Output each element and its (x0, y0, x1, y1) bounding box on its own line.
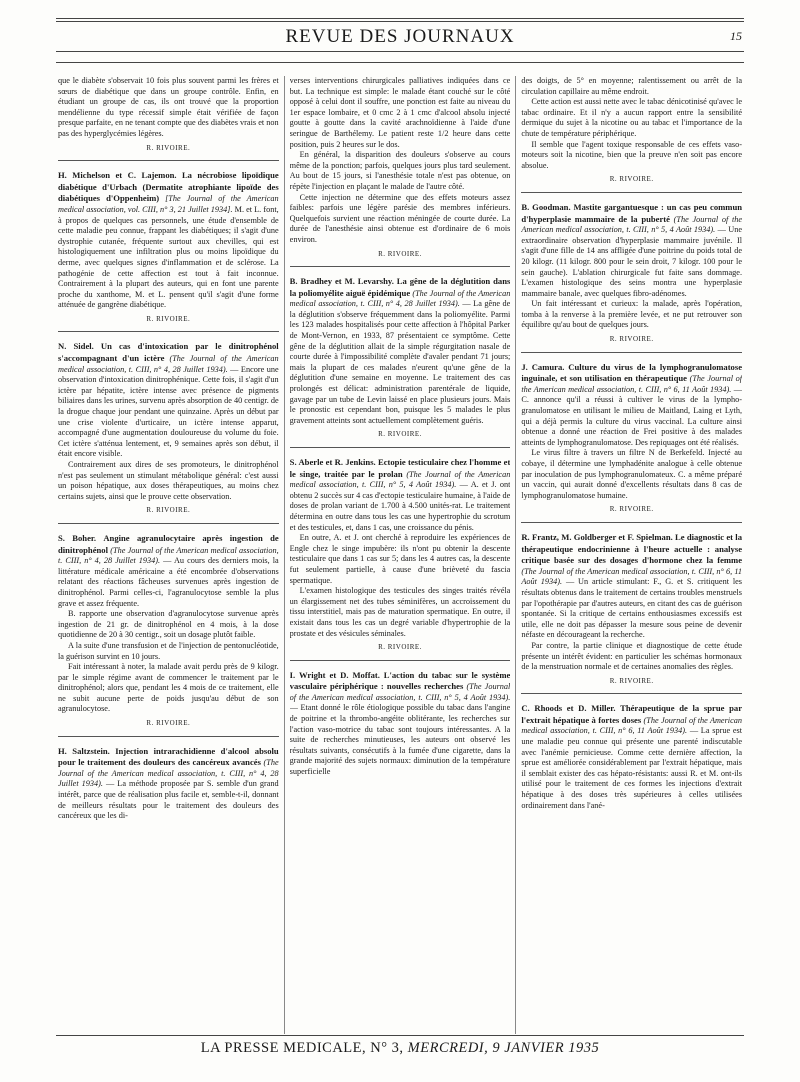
article-head (58, 341, 279, 460)
article-signature: R. RIVOIRE. (609, 335, 654, 344)
article-head (58, 170, 279, 311)
article-citation: (The Journal of the American medical association, t. CIII, n° 5, 4 Août 1934). (289, 682, 511, 702)
article-separator (521, 352, 742, 353)
top-rule (56, 18, 744, 19)
column-3 (521, 76, 742, 1034)
article (290, 76, 511, 267)
page-footer (56, 1040, 744, 1060)
column-divider (284, 76, 285, 1034)
article-paragraph: A la suite d'une transfusion et de l'injection de pentonucléotide, la guérison survint en 10 jours. (58, 640, 279, 661)
article-citation: (The Journal of the American medical association, t. CIII, n° 4, 28 Juillet 1934). (58, 758, 279, 789)
article-body-lead: — La sprue est une maladie peu connue qui présente une parenté indiscutable avec l'anémie pernicieuse. Comme cette dernière affection, la sprue est améliorée considérablement par l'extrait hépatique, mais il semblait exister des cas hépato-résistants: aussi R. et M. ont-ils utilisé pour le traitement de ces formes les injections d'extrait hépatique à des doses très supérieures à celles utilisées ordinairement dans l'ané- (521, 726, 742, 810)
article (521, 532, 742, 694)
article (58, 533, 279, 737)
article-signature: R. RIVOIRE. (378, 430, 422, 439)
article-head (290, 457, 511, 533)
top-rule-double (56, 21, 744, 22)
article-body-lead: — Encore une observation d'intoxication dinitrophénique. Cette fois, il s'agit d'un ictère par hépatite, ictère intense avec présence de pigments biliaires dans les urines, survenu après absorption de 40 centigr. de la drogue chaque jour pendant une quinzaine. Après un début par une crise violente d'urticaire, un ictère intense apparut, accompagné d'une augmentation douloureuse du volume du foie. Cet ictère s'atténua lentement, et, 9 semaines après son début, il était encore visible. (58, 364, 279, 459)
article-head (58, 746, 279, 822)
article (521, 76, 742, 193)
article-citation: (The Journal of the American medical association, t. CIII, n° 6, 11 Août 1934). (521, 715, 742, 736)
article-body-lead: — A. et J. ont obtenu 2 succès sur 4 cas d'ectopie testiculaire humaine, à l'aide de doses de prolan variant de 1.700 à 4.500 unités-rat. Le traitement détermina en outre dans tous les cas une hypertrophie du scrotum et des testicules, et, dans 1 cas, une croissance du pénis. (289, 480, 511, 532)
article-authors: H. Saltzstein. (58, 745, 110, 756)
article-authors: J. Camura. (521, 361, 565, 372)
article-authors: S. Boher. (58, 532, 97, 543)
article (290, 670, 511, 778)
article-paragraph: Fait intéressant à noter, la malade avait perdu près de 9 kilogr. par le simple régime avant de commencer le traitement par le dinitrophénol; alors que, pendant les 4 mois de ce traitement, elle ne subit aucune perte de poids jusqu'au début de son agranulocytose. (58, 662, 279, 714)
article-paragraph: Par contre, la partie clinique et diagnostique de cette étude présente un intérêt évident: en particulier les schémas hormonaux de la menstruation normale et de certaines anomalies des règles. (521, 640, 742, 672)
article-citation: (The Journal of the American medical association, t. CIII, n° 6, 11 Août 1934). (521, 566, 742, 587)
article-paragraph: Cette action est aussi nette avec le tabac dénicotinisé qu'avec le tabac ordinaire. Et il n'y a aucun rapport entre la sensibilité dermique du sujet à la nicotine ou au tabac et l'importance de la chute de température périphérique. (521, 97, 742, 138)
article-signature: R. RIVOIRE. (609, 175, 654, 184)
article-paragraph: Il semble que l'agent toxique responsable de ces effets vaso-moteurs soit la nicotine, bien que la preuve n'en soit pas encore absolue. (521, 139, 742, 170)
article-head (290, 670, 511, 778)
article-headline: Culture du virus de la lymphogranulomatose inguinale, et son utilisation en thérapeutique (521, 361, 742, 384)
footer-date: MERCREDI, 9 JANVIER 1935 (407, 1040, 600, 1056)
article-separator (521, 522, 742, 523)
footer-issue: N° 3, (370, 1040, 404, 1056)
article (58, 170, 279, 332)
article-paragraph: Le virus filtre à travers un filtre N de Berkefeld. Injecté au cobaye, il détermine une lymphadénite analogue à celle obtenue par inoculation de pus lymphogranulomateux. C. a même préparé un vaccin, qui aurait donné d'excellents résultats dans 8 cas de lymphogranulomatose humaine. (521, 448, 742, 500)
article (58, 341, 279, 524)
article-body-lead: — La gêne de la déglutition s'observe fréquemment dans la poliomyélite. Parmi les 123 malades hospitalisés pour cette affection à l'hôpital Parker de Mont-Vernon, en 1933, 87 présentaient ce symptôme. Cette gêne de la déglutition allait de la simple régurgitation nasale de courte durée à l'impossibilité complète d'avaler pendant 71 jours; mais la plupart de ces malades n'eurent qu'une gêne de la déglutition d'une semaine en moyenne. Le traitement des cas prolongés est délicat: administration parentérale de liquide, gavage par un tube de Levin laissé en place plusieurs jours. Mais le pronostic est cependant bon, puisque les 5 malades le plus gravement atteints sont actuellement complètement guéris. (289, 299, 511, 425)
article (521, 703, 742, 811)
article-head (521, 532, 742, 641)
article-body-lead: — La méthode proposée par S. semble d'un grand intérêt, parce que de réalisation plus facile et, semble-t-il, donnant de meilleurs résultats pour le traitement des douleurs des cancéreux que les di- (58, 779, 279, 821)
column-1 (58, 76, 279, 1034)
article-citation: (The Journal of the American medical association, t. CIII, n° 4, 28 Juillet 1934). (289, 288, 511, 309)
article-body-lead: M. et L. font, à propos de quelques cas personnels, une étude d'ensemble de cette maladie peu connue, frappant les diabétiques; il s'agit d'une dystrophie cutanée, fréquente surtout aux chevilles, qui est histologiquement une infiltration plus ou moins lipoïdique du derme, avec quelques signes d'inflammation et de sclérose. La pathogénie de cette affection est tout à fait inconnue. Contrairement à la plupart des auteurs, qui en font une parente proche du xanthome, M. et L. pensent qu'il s'agit d'une forme atténuée de gangrène diabétique. (58, 204, 279, 310)
article-signature: R. RIVOIRE. (146, 506, 191, 515)
article-headline: Injection intrarachidienne d'alcool absolu pour le traitement des douleurs des cancéreux avancés (58, 745, 279, 768)
article-authors: S. Aberle et R. Jenkins. (289, 457, 376, 467)
article-headline: Angine agranulocytaire après ingestion de dinitrophénol (58, 532, 279, 555)
article (58, 746, 279, 822)
article-signature: R. RIVOIRE. (609, 676, 654, 685)
column-divider (515, 76, 516, 1034)
article-head (521, 703, 742, 811)
article-citation: (The Journal of the American medical association, t. CIII, n° 4, 28 Juillet 1934). (58, 545, 279, 566)
article-paragraph: En général, la disparition des douleurs s'observe au cours même de la ponction; parfois, quelques jours plus tard seulement. Au bout de 15 jours, si l'anesthésie totale n'est pas obtenue, on répète l'injection en plaçant le malade de l'autre côté. (289, 150, 511, 191)
article-signature: R. RIVOIRE. (378, 643, 422, 652)
article-signature: R. RIVOIRE. (146, 143, 191, 152)
footer-journal: LA PRESSE MEDICALE, (200, 1040, 367, 1056)
article (290, 457, 511, 661)
article-paragraph: verses interventions chirurgicales palliatives indiquées dans ce but. La technique est simple: le malade étant couché sur le côté opposé à celui dont il souffre, une ponction est faite au niveau du 1er espace lombaire, et 0 cmc 2 à 1 cmc d'alcool absolu injecté goutte à goutte dans la cavité arachnoïdienne à l'aide d'une seringue de Barthélemy. Le patient reste 1/2 heure dans cette position, puis 2 heures sur le dos. (289, 76, 511, 149)
article-paragraph: Contrairement aux dires de ses promoteurs, le dinitrophénol n'est pas seulement un stimulant métabolique général: c'est aussi un poison hépatique, aux doses thérapeutiques, au moins chez certains sujets, ainsi que le prouve cette observation. (58, 460, 279, 501)
article-signature: R. RIVOIRE. (146, 719, 191, 728)
footer-rule (56, 1035, 744, 1036)
article-separator (521, 693, 742, 694)
article-body-lead: — Etant donné le rôle étiologique possible du tabac dans l'angine de poitrine et la thrombo-angéite oblitérante, les recherches sur l'action vaso-motrice du tabac sont toujours intéressantes. A la suite de recherches minutieuses, les auteurs ont observé les résultats suivants, consécutifs à la fumée d'une cigarette, dans la grande majorité des sujets normaux: diminution de la température superficielle (289, 703, 511, 777)
article-separator (290, 447, 511, 448)
article-citation: (The Journal of the American medical association, t. CIII, n° 4, 28 Juillet 1934). (58, 354, 279, 374)
journal-title: REVUE DES JOURNAUX (285, 26, 515, 47)
article-signature: R. RIVOIRE. (378, 249, 422, 258)
article-headline: La gêne de la déglutition dans la poliomyélite aiguë épidémique (289, 276, 511, 298)
article-citation: (The Journal of the American medical association, t. CIII, n° 6, 11 Août 1934). (521, 374, 742, 394)
article-columns (58, 76, 742, 1034)
article-authors: I. Wright et D. Moffat. (289, 669, 380, 680)
column-2 (290, 76, 511, 1034)
article-headline: Ectopie testiculaire chez l'homme et le singe, traitée par le prolan (289, 457, 511, 479)
page-header (56, 26, 744, 48)
article-headline: Le diagnostic et la thérapeutique endocrinienne à l'heure actuelle : analyse critique basée sur des dosages d'hormone chez la femme (521, 531, 742, 566)
article-paragraph: B. rapporte une observation d'agranulocytose survenue après ingestion de 21 gr. de dinitrophénol en 4 mois, à la dose quotidienne de 20 à 30 centigr., soit un dosage plutôt faible. (58, 609, 279, 640)
article-authors: C. Rhoods et D. Miller. (521, 703, 616, 714)
article-citation: [The Journal of the American medical association, vol. CIII, n° 3, 21 Juillet 1934]. (58, 194, 279, 214)
article-paragraph: L'examen histologique des testicules des singes traités révéla un élargissement net des tubes séminifères, un accroissement du tissu interstitiel, mais pas de maturation spermatique. En outre, il existait dans tous les cas un degré variable d'hypertrophie de la prostate et des vésicules séminales. (289, 586, 511, 638)
article-head (521, 202, 742, 299)
article-headline: Thérapeutique de la sprue par l'extrait hépatique à fortes doses (521, 703, 742, 725)
article-separator (58, 523, 279, 524)
article-head (58, 533, 279, 609)
article (58, 76, 279, 161)
article-authors: R. Frantz, M. Goldberger et F. Spielman. (521, 531, 673, 542)
article-paragraph: Un fait intéressant et curieux: la malade, après l'opération, tomba à la renverse à la première levée, et ne put retrouver son équilibre qu'au bout de quelques jours. (521, 299, 742, 330)
article-body-lead: — Au cours des derniers mois, la littérature médicale américaine a été encombrée d'observations relatant des réactions fâcheuses survenues après ingestion de dinitrophénol. Parmi celles-ci, l'agranulocytose semble la plus grave et assez fréquente. (58, 556, 279, 608)
article-authors: H. Michelson et C. Lajemon. (58, 170, 177, 181)
article-paragraph: Cette injection ne détermine que des effets moteurs assez faibles: parfois une légère parésie des membres inférieurs. Quelquefois survient une réaction méningée de courte durée. La durée de l'anesthésie ainsi obtenue est d'ordinaire de 6 mois environ. (289, 192, 511, 244)
article-separator (290, 660, 511, 661)
article-separator (290, 266, 511, 267)
article-separator (58, 160, 279, 161)
header-rule (56, 51, 744, 52)
article-paragraph: En outre, A. et J. ont cherché à reproduire les expériences de Engle chez le singe impubère: ils n'ont pu obtenir la descente testiculaire que dans 1 cas sur 5; dans les 4 autres cas, la descente fut seulement partielle, à cause d'une brièveté du fascia spermatique. (289, 533, 511, 585)
article-head (290, 276, 511, 426)
article-signature: R. RIVOIRE. (146, 314, 191, 323)
article-citation: (The Journal of the American medical association, t. CIII, n° 5, 4 Août 1934). (289, 469, 511, 490)
article-paragraph: que le diabète s'observait 10 fois plus souvent parmi les frères et sœurs de diabétique que dans un groupe contrôle. Enfin, en étudiant un groupe de cas, ils ont trouvé que la proportion mendélienne du type récessif simple était vérifiée de façon presque parfaite, en ne tenant compte que des diabètes vrais et non pas des hyperglycémies légères. (58, 76, 279, 138)
article (521, 362, 742, 523)
article-head (521, 362, 742, 449)
header-rule-lower (56, 62, 744, 63)
article-separator (58, 736, 279, 737)
article-paragraph: des doigts, de 5° en moyenne; ralentissement ou arrêt de la circulation capillaire au même endroit. (521, 76, 742, 96)
article (521, 202, 742, 353)
article-body-lead: — Une extraordinaire observation d'hyperplasie mammaire juvénile. Il s'agit d'une fille de 14 ans affligée d'une poitrine du poids total de 20 kilogr. (11 kilogr. 800 pour le sein droit, 7 kilogr. 100 pour le sein gauche). L'ablation chirurgicale fut faite sans dommage. L'examen histologique des seins montra une hyperplasie mammaire banale, avec quelques fibro-adénomes. (521, 225, 742, 298)
article-separator (521, 192, 742, 193)
article (290, 276, 511, 448)
article-signature: R. RIVOIRE. (609, 505, 654, 514)
page-number: 15 (730, 29, 742, 43)
article-citation: (The Journal of the American medical association, t. CIII, n° 5, 4 Août 1934). (521, 214, 742, 235)
article-authors: N. Sidel. (58, 341, 94, 352)
article-authors: B. Goodman. (521, 201, 571, 212)
article-headline: La nécrobiose lipoïdique diabétique d'Urbach (Dermatite atrophiante lipoïde des diabétiques d'Oppenheim) (58, 170, 279, 204)
article-headline: Mastite gargantuesque : un cas peu commun d'hyperplasie mammaire de la puberté (521, 201, 742, 224)
article-body-lead: — C. annonce qu'il a réussi à cultiver le virus de la lympho-granulomatose en utilisant le milieu de Maitland, Laing et Lyth, qui a déjà permis la culture du virus vaccinal. La culture ainsi obtenue a donné une réaction de Frei positive à des malades atteints de lymphogranulomatose. Des repiquages ont été réalisés. (521, 384, 742, 447)
article-body-lead: — Un article stimulant: F., G. et S. critiquent les résultats obtenus dans le traitement de certains troubles menstruels par l'opothérapie par d'autres auteurs, en citant des cas de guérison spontanée. Si la critique de certains enthousiasmes excessifs est utile, elle ne doit pas dépasser la mesure sous peine de devenir néfaste en décourageant la recherche. (521, 577, 742, 640)
article-headline: Un cas d'intoxication par le dinitrophénol s'accompagnant d'un ictère (58, 341, 279, 364)
article-separator (58, 331, 279, 332)
article-authors: B. Bradhey et M. Levarshy. (289, 276, 394, 287)
article-headline: L'action du tabac sur le système vasculaire périphérique : nouvelles recherches (289, 669, 511, 692)
